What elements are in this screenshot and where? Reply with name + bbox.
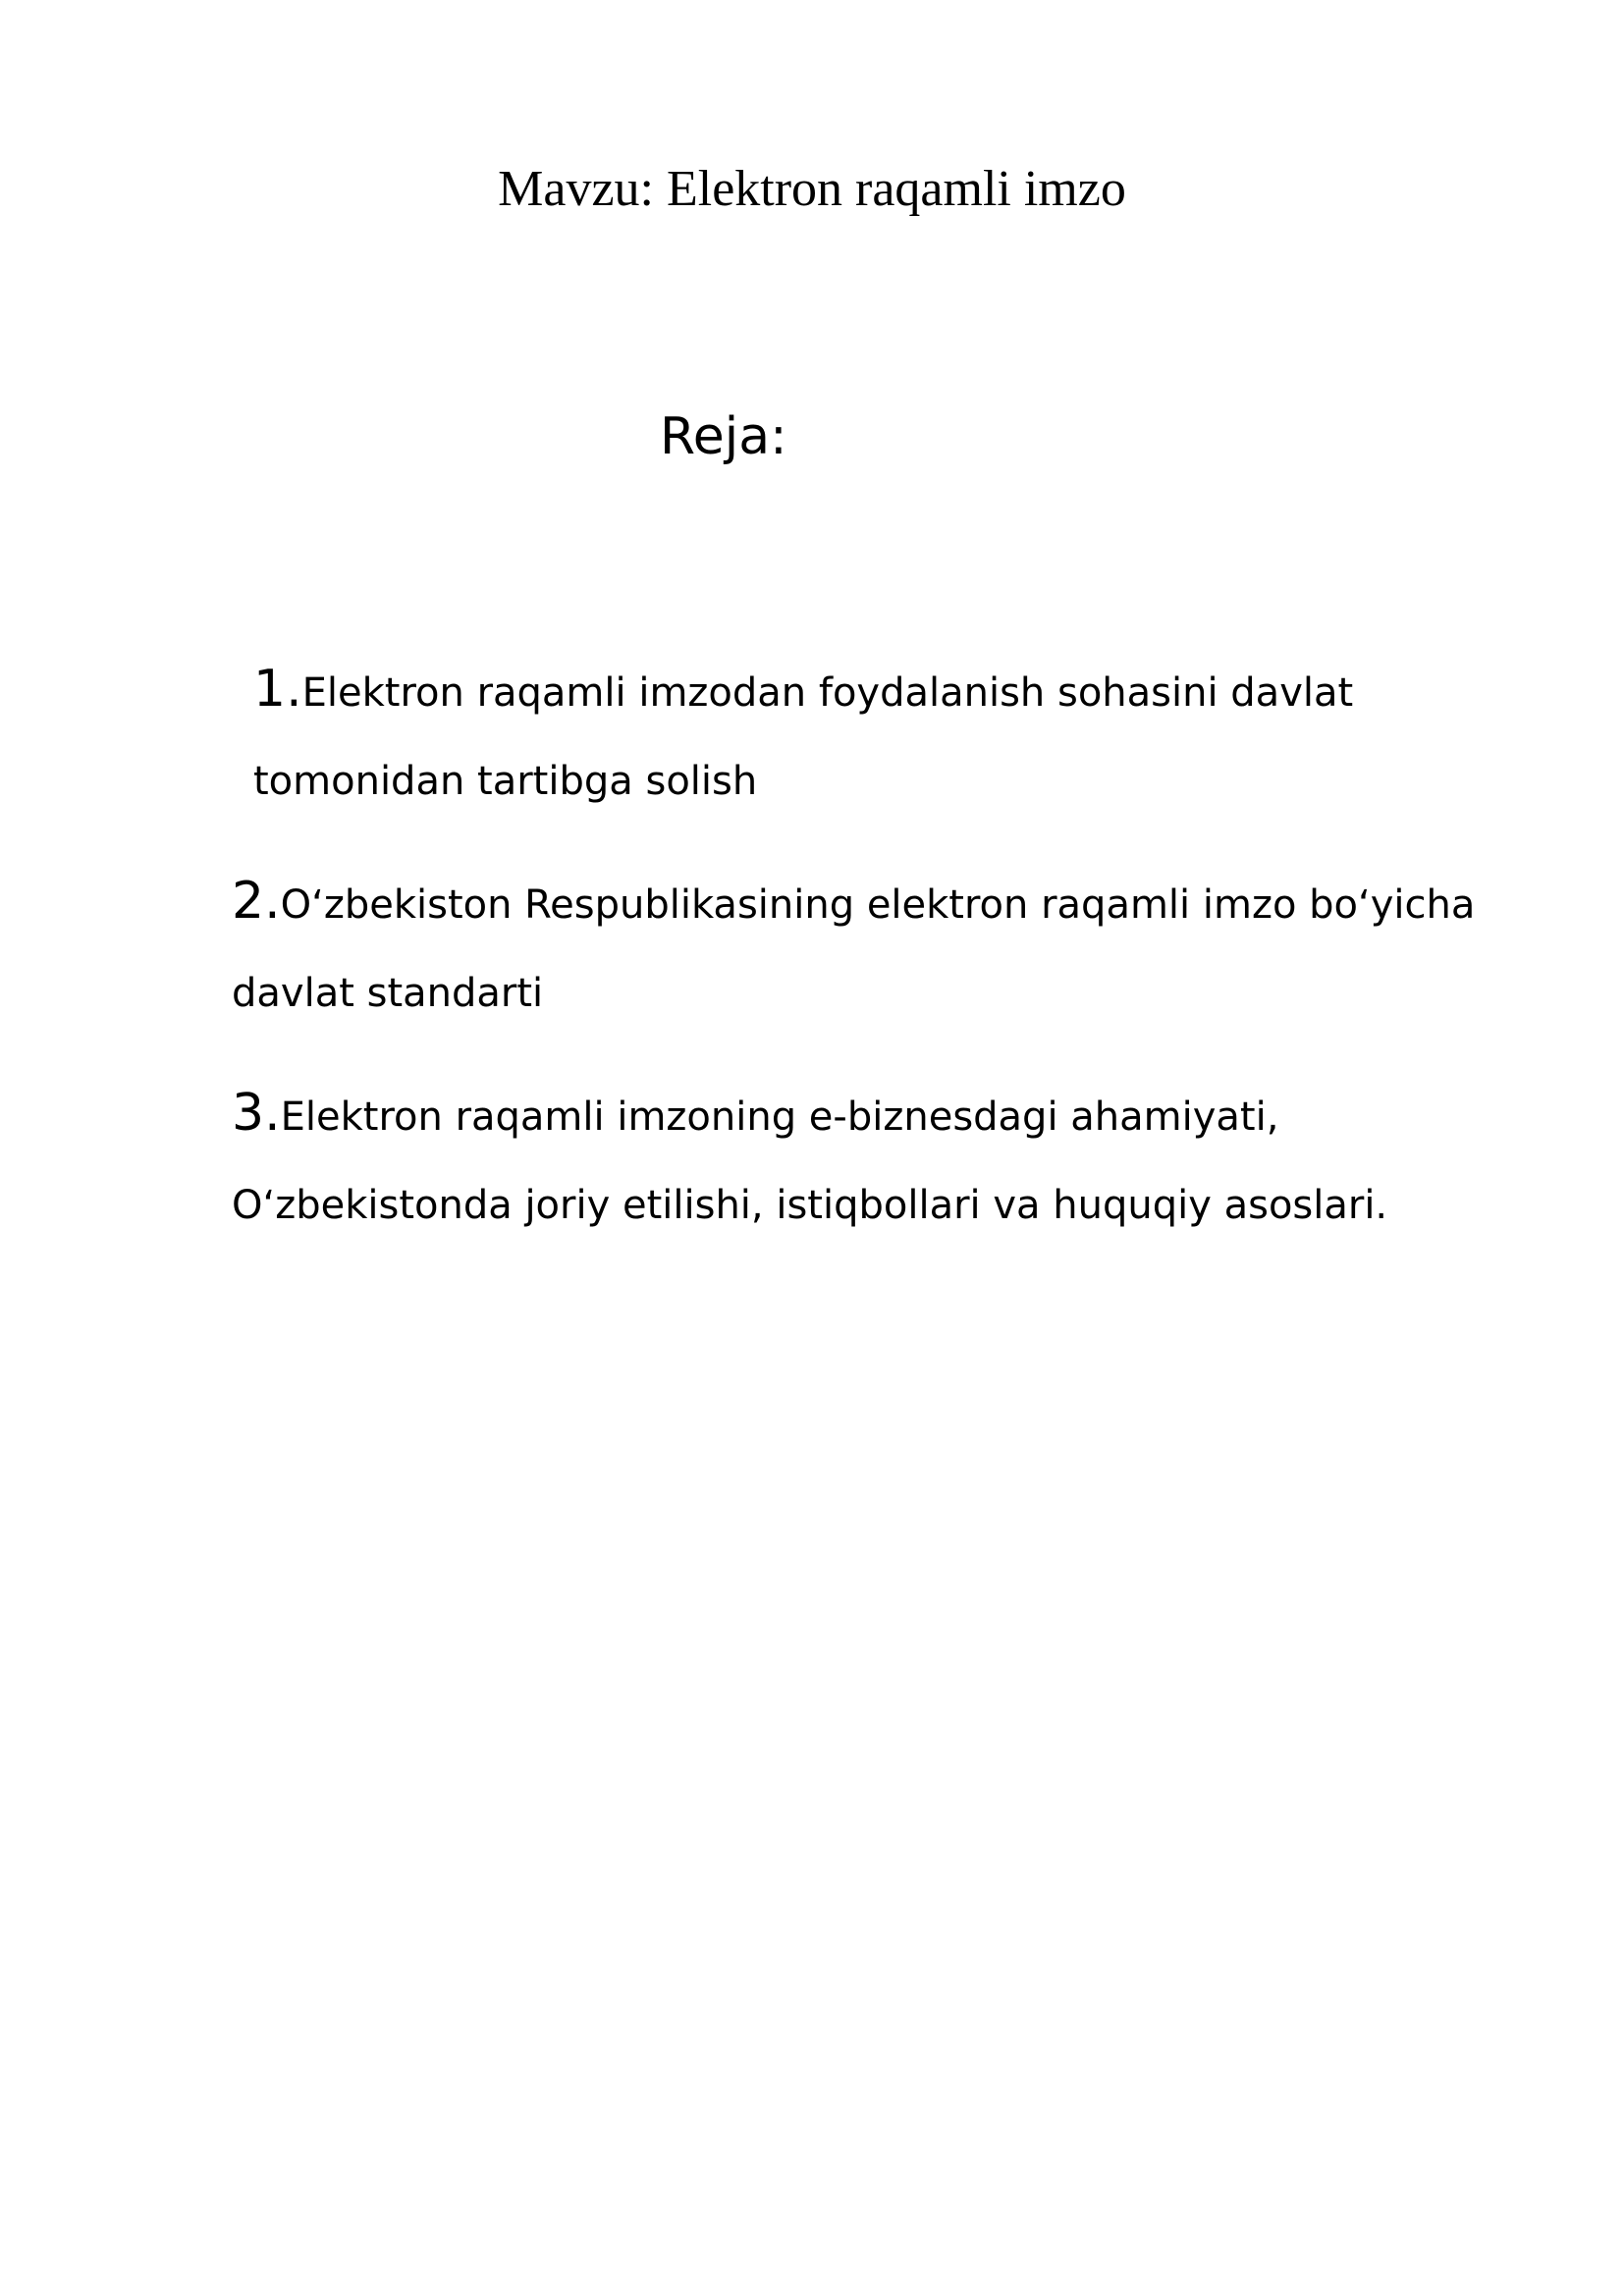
plan-item-text: O‘zbekiston Respublikasining elektron raqamli imzo bo‘yicha [280,882,1476,928]
plan-item-line-2: O‘zbekistonda joriy etilishi, istiqbollari va huquqiy asoslari. [232,1183,1388,1228]
plan-item-line-1 [232,857,1475,949]
plan-item-line-2: tomonidan tartibga solish [253,759,758,804]
page-title [0,155,1624,224]
plan-item-number: 2. [232,872,281,931]
plan-item [232,1069,1387,1250]
plan-item-line-1 [232,1069,1387,1161]
plan-item-number: 3. [232,1084,281,1143]
plan-item-number: 1. [253,660,302,719]
plan-item [253,645,1353,826]
plan-item-line-2: davlat standarti [232,971,544,1016]
plan-item-text: Elektron raqamli imzodan foydalanish sohasini davlat [301,670,1354,716]
plan-item [232,857,1475,1038]
page-title-text: Mavzu: Elektron raqamli imzo [498,161,1126,217]
plan-item-line-1 [253,645,1353,737]
plan-heading: Reja: [660,407,787,466]
plan-item-text: Elektron raqamli imzoning e-biznesdagi ahamiyati, [280,1095,1279,1140]
